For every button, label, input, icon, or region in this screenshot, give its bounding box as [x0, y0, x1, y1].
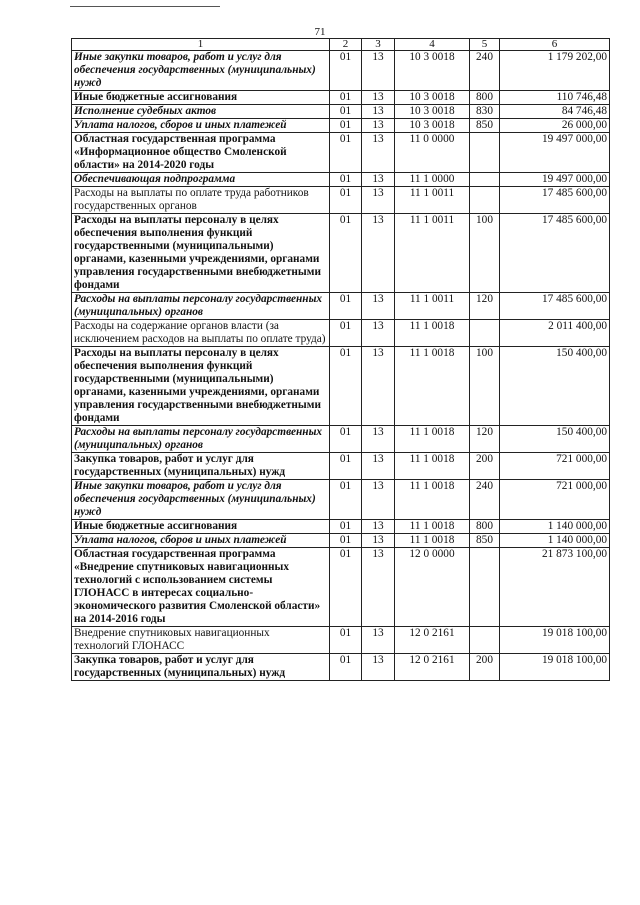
target-article-cell: 10 3 0018 [395, 119, 470, 133]
row-name-cell: Расходы на выплаты персоналу государственных (муниципальных) органов [72, 426, 330, 453]
amount-cell: 1 140 000,00 [500, 534, 610, 548]
row-name-cell: Расходы на выплаты персоналу в целях обеспечения выполнения функций государственными (муниципальными) органами, казенными учреждениями, органами управления государственными внебюджетными фондами [72, 214, 330, 293]
subsection-code-cell: 13 [362, 480, 395, 520]
subsection-code-cell: 13 [362, 187, 395, 214]
amount-cell: 17 485 600,00 [500, 214, 610, 293]
subsection-code-cell: 13 [362, 105, 395, 119]
expense-type-cell [470, 133, 500, 173]
row-name-cell: Уплата налогов, сборов и иных платежей [72, 534, 330, 548]
target-article-cell: 10 3 0018 [395, 91, 470, 105]
row-name-cell: Областная государственная программа «Внедрение спутниковых навигационных технологий с использованием системы ГЛОНАСС в интересах социально-экономического развития Смоленской области» на 2014-2016 годы [72, 548, 330, 627]
subsection-code-cell: 13 [362, 173, 395, 187]
amount-cell: 19 018 100,00 [500, 627, 610, 654]
amount-cell: 110 746,48 [500, 91, 610, 105]
amount-cell: 84 746,48 [500, 105, 610, 119]
row-name-cell: Закупка товаров, работ и услуг для государственных (муниципальных) нужд [72, 654, 330, 681]
subsection-code-cell: 13 [362, 347, 395, 426]
expense-type-cell [470, 627, 500, 654]
column-header: 2 [330, 39, 362, 51]
expense-type-cell: 850 [470, 534, 500, 548]
table-row [72, 654, 610, 681]
row-name-cell: Расходы на содержание органов власти (за исключением расходов на выплаты по оплате труда) [72, 320, 330, 347]
expense-type-cell: 100 [470, 214, 500, 293]
target-article-cell: 11 1 0018 [395, 520, 470, 534]
section-code-cell: 01 [330, 214, 362, 293]
row-name-cell: Иные бюджетные ассигнования [72, 91, 330, 105]
section-code-cell: 01 [330, 347, 362, 426]
subsection-code-cell: 13 [362, 520, 395, 534]
table-row [72, 453, 610, 480]
row-name-cell: Расходы на выплаты по оплате труда работников государственных органов [72, 187, 330, 214]
subsection-code-cell: 13 [362, 627, 395, 654]
section-code-cell: 01 [330, 548, 362, 627]
subsection-code-cell: 13 [362, 214, 395, 293]
expense-type-cell: 800 [470, 91, 500, 105]
top-rule [70, 6, 220, 7]
subsection-code-cell: 13 [362, 654, 395, 681]
subsection-code-cell: 13 [362, 426, 395, 453]
expense-type-cell: 850 [470, 119, 500, 133]
amount-cell: 19 497 000,00 [500, 133, 610, 173]
expense-type-cell: 120 [470, 426, 500, 453]
row-name-cell: Обеспечивающая подпрограмма [72, 173, 330, 187]
target-article-cell: 11 1 0018 [395, 347, 470, 426]
column-header: 3 [362, 39, 395, 51]
row-name-cell: Уплата налогов, сборов и иных платежей [72, 119, 330, 133]
table-row [72, 173, 610, 187]
row-name-cell: Внедрение спутниковых навигационных технологий ГЛОНАСС [72, 627, 330, 654]
budget-table [71, 38, 610, 681]
expense-type-cell: 240 [470, 480, 500, 520]
expense-type-cell [470, 187, 500, 214]
amount-cell: 1 140 000,00 [500, 520, 610, 534]
expense-type-cell: 200 [470, 453, 500, 480]
target-article-cell: 11 1 0018 [395, 534, 470, 548]
row-name-cell: Закупка товаров, работ и услуг для государственных (муниципальных) нужд [72, 453, 330, 480]
section-code-cell: 01 [330, 520, 362, 534]
section-code-cell: 01 [330, 453, 362, 480]
subsection-code-cell: 13 [362, 534, 395, 548]
row-name-cell: Исполнение судебных актов [72, 105, 330, 119]
section-code-cell: 01 [330, 187, 362, 214]
amount-cell: 150 400,00 [500, 347, 610, 426]
expense-type-cell [470, 320, 500, 347]
table-row [72, 51, 610, 91]
expense-type-cell: 240 [470, 51, 500, 91]
row-name-cell: Расходы на выплаты персоналу государственных (муниципальных) органов [72, 293, 330, 320]
table-row [72, 214, 610, 293]
section-code-cell: 01 [330, 534, 362, 548]
table-row [72, 133, 610, 173]
target-article-cell: 12 0 2161 [395, 654, 470, 681]
table-row [72, 293, 610, 320]
column-header: 1 [72, 39, 330, 51]
table-header-row [72, 39, 610, 51]
subsection-code-cell: 13 [362, 91, 395, 105]
row-name-cell: Областная государственная программа «Информационное общество Смоленской области» на 2014-2020 годы [72, 133, 330, 173]
table-row [72, 105, 610, 119]
expense-type-cell [470, 548, 500, 627]
section-code-cell: 01 [330, 51, 362, 91]
amount-cell: 1 179 202,00 [500, 51, 610, 91]
column-header: 4 [395, 39, 470, 51]
amount-cell: 26 000,00 [500, 119, 610, 133]
section-code-cell: 01 [330, 320, 362, 347]
subsection-code-cell: 13 [362, 453, 395, 480]
subsection-code-cell: 13 [362, 119, 395, 133]
section-code-cell: 01 [330, 627, 362, 654]
target-article-cell: 10 3 0018 [395, 51, 470, 91]
target-article-cell: 12 0 2161 [395, 627, 470, 654]
expense-type-cell: 800 [470, 520, 500, 534]
table-row [72, 347, 610, 426]
amount-cell: 21 873 100,00 [500, 548, 610, 627]
target-article-cell: 11 1 0011 [395, 187, 470, 214]
row-name-cell: Иные бюджетные ассигнования [72, 520, 330, 534]
expense-type-cell [470, 173, 500, 187]
expense-type-cell: 200 [470, 654, 500, 681]
target-article-cell: 11 1 0018 [395, 320, 470, 347]
table-row [72, 548, 610, 627]
target-article-cell: 11 1 0011 [395, 293, 470, 320]
section-code-cell: 01 [330, 133, 362, 173]
amount-cell: 19 018 100,00 [500, 654, 610, 681]
subsection-code-cell: 13 [362, 320, 395, 347]
subsection-code-cell: 13 [362, 51, 395, 91]
section-code-cell: 01 [330, 173, 362, 187]
expense-type-cell: 100 [470, 347, 500, 426]
amount-cell: 721 000,00 [500, 480, 610, 520]
target-article-cell: 11 1 0018 [395, 480, 470, 520]
amount-cell: 721 000,00 [500, 453, 610, 480]
amount-cell: 19 497 000,00 [500, 173, 610, 187]
row-name-cell: Иные закупки товаров, работ и услуг для обеспечения государственных (муниципальных) нужд [72, 480, 330, 520]
expense-type-cell: 120 [470, 293, 500, 320]
table-row [72, 534, 610, 548]
table-row [72, 426, 610, 453]
section-code-cell: 01 [330, 293, 362, 320]
target-article-cell: 11 1 0011 [395, 214, 470, 293]
target-article-cell: 11 0 0000 [395, 133, 470, 173]
table-row [72, 520, 610, 534]
table-row [72, 187, 610, 214]
section-code-cell: 01 [330, 480, 362, 520]
subsection-code-cell: 13 [362, 133, 395, 173]
row-name-cell: Расходы на выплаты персоналу в целях обеспечения выполнения функций государственными (муниципальными) органами, казенными учреждениями, органами управления государственными внебюджетными фондами [72, 347, 330, 426]
table-row [72, 320, 610, 347]
table-row [72, 91, 610, 105]
amount-cell: 150 400,00 [500, 426, 610, 453]
amount-cell: 17 485 600,00 [500, 293, 610, 320]
section-code-cell: 01 [330, 426, 362, 453]
section-code-cell: 01 [330, 105, 362, 119]
row-name-cell: Иные закупки товаров, работ и услуг для обеспечения государственных (муниципальных) нужд [72, 51, 330, 91]
target-article-cell: 11 1 0018 [395, 426, 470, 453]
section-code-cell: 01 [330, 91, 362, 105]
subsection-code-cell: 13 [362, 293, 395, 320]
section-code-cell: 01 [330, 119, 362, 133]
section-code-cell: 01 [330, 654, 362, 681]
target-article-cell: 12 0 0000 [395, 548, 470, 627]
table-row [72, 119, 610, 133]
table-row [72, 627, 610, 654]
amount-cell: 17 485 600,00 [500, 187, 610, 214]
table-row [72, 480, 610, 520]
subsection-code-cell: 13 [362, 548, 395, 627]
target-article-cell: 11 1 0000 [395, 173, 470, 187]
expense-type-cell: 830 [470, 105, 500, 119]
target-article-cell: 11 1 0018 [395, 453, 470, 480]
page-number: 71 [314, 26, 326, 38]
column-header: 5 [470, 39, 500, 51]
column-header: 6 [500, 39, 610, 51]
target-article-cell: 10 3 0018 [395, 105, 470, 119]
amount-cell: 2 011 400,00 [500, 320, 610, 347]
